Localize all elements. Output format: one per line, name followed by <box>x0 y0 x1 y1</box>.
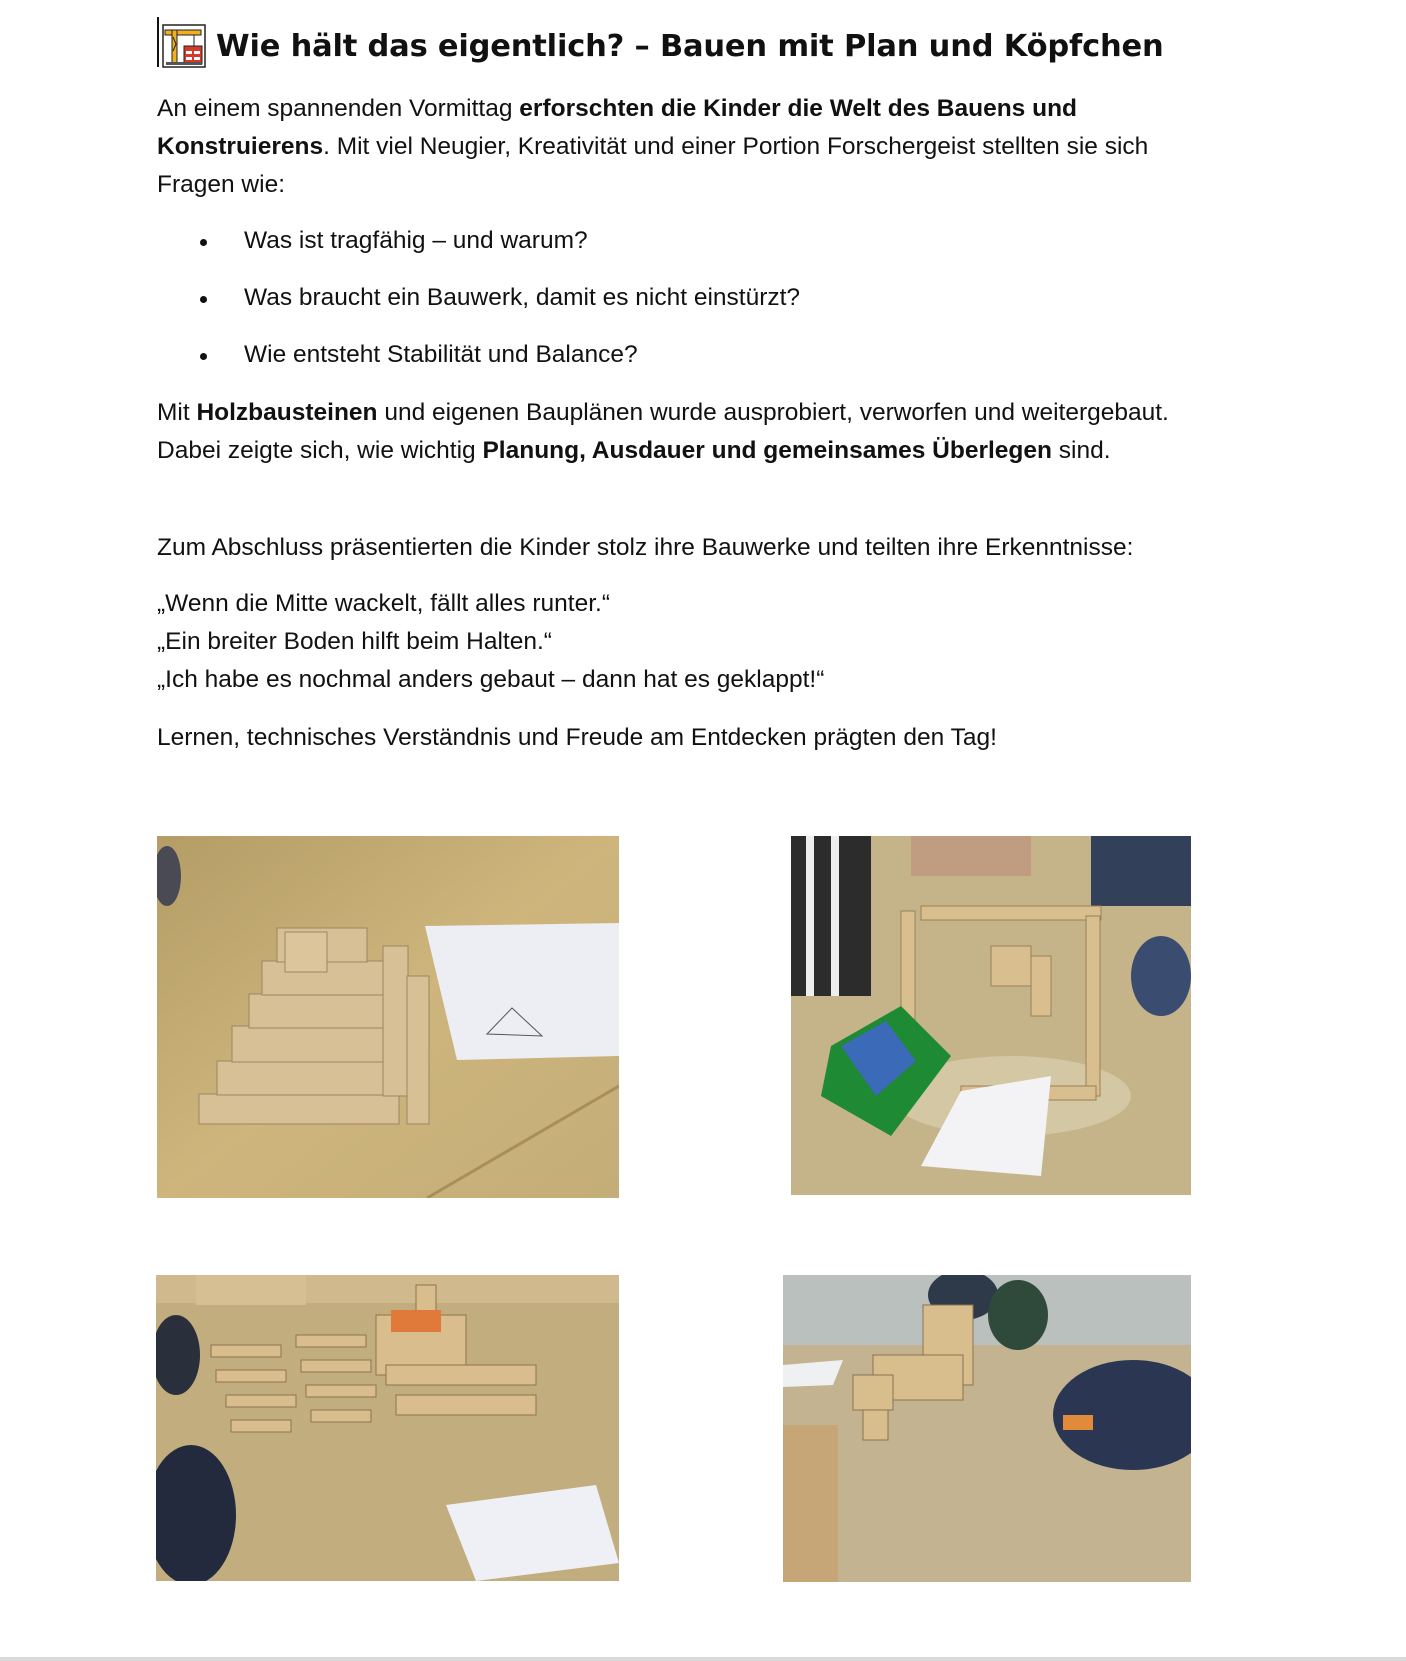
list-item-text: Was ist tragfähig – und warum? <box>244 227 588 254</box>
list-item <box>157 279 1157 336</box>
quote: „Ich habe es nochmal anders gebaut – dann hat es geklappt!“ <box>157 666 825 693</box>
page-title: Wie hält das eigentlich? – Bauen mit Plan und Köpfchen <box>216 28 1164 64</box>
list-item <box>157 336 1157 393</box>
intro-bold: erforschten die Kinder die Welt des Bauens und Konstruierens <box>157 95 1078 160</box>
list-item-text: Wie entsteht Stabilität und Balance? <box>244 341 638 368</box>
construction-crane-icon <box>162 24 206 68</box>
photo-wall-enclosure <box>791 836 1191 1195</box>
page-bottom-divider <box>0 1657 1406 1661</box>
title-row <box>162 20 1164 72</box>
methods-text-1: Mit <box>157 399 197 426</box>
quote: „Ein breiter Boden hilft beim Halten.“ <box>157 628 552 655</box>
quote: „Wenn die Mitte wackelt, fällt alles runter.“ <box>157 590 610 617</box>
methods-bold-2: Planung, Ausdauer und gemeinsames Überlegen <box>482 437 1052 464</box>
photo-pyramid-build <box>157 836 619 1198</box>
text-cursor <box>157 17 159 67</box>
quotes-block <box>157 585 1217 699</box>
list-item <box>157 222 1157 279</box>
bullet-icon <box>200 353 207 360</box>
methods-paragraph <box>157 394 1217 470</box>
photo-tower-build <box>783 1275 1191 1582</box>
question-list <box>157 222 1157 393</box>
bullet-icon <box>200 239 207 246</box>
methods-text-3: sind. <box>1051 437 1111 464</box>
bullet-icon <box>200 296 207 303</box>
list-item-text: Was braucht ein Bauwerk, damit es nicht einstürzt? <box>244 284 801 311</box>
intro-text-1: An einem spannenden Vormittag <box>157 95 520 122</box>
presentation-paragraph: Zum Abschluss präsentierten die Kinder stolz ihre Bauwerke und teilten ihre Erkenntnisse: <box>157 534 1134 561</box>
methods-text-2: und eigenen Bauplänen wurde ausprobiert, verworfen und weitergebaut. Dabei zeigte sich, wie wichtig <box>157 399 1169 464</box>
methods-bold-1: Holzbausteinen <box>196 399 378 426</box>
photo-ladder-structures <box>156 1275 619 1581</box>
closing-paragraph: Lernen, technisches Verständnis und Freude am Entdecken prägten den Tag! <box>157 724 997 751</box>
intro-paragraph <box>157 90 1217 204</box>
intro-text-2: . Mit viel Neugier, Kreativität und einer Portion Forschergeist stellten sie sich Fragen wie: <box>157 133 1149 198</box>
